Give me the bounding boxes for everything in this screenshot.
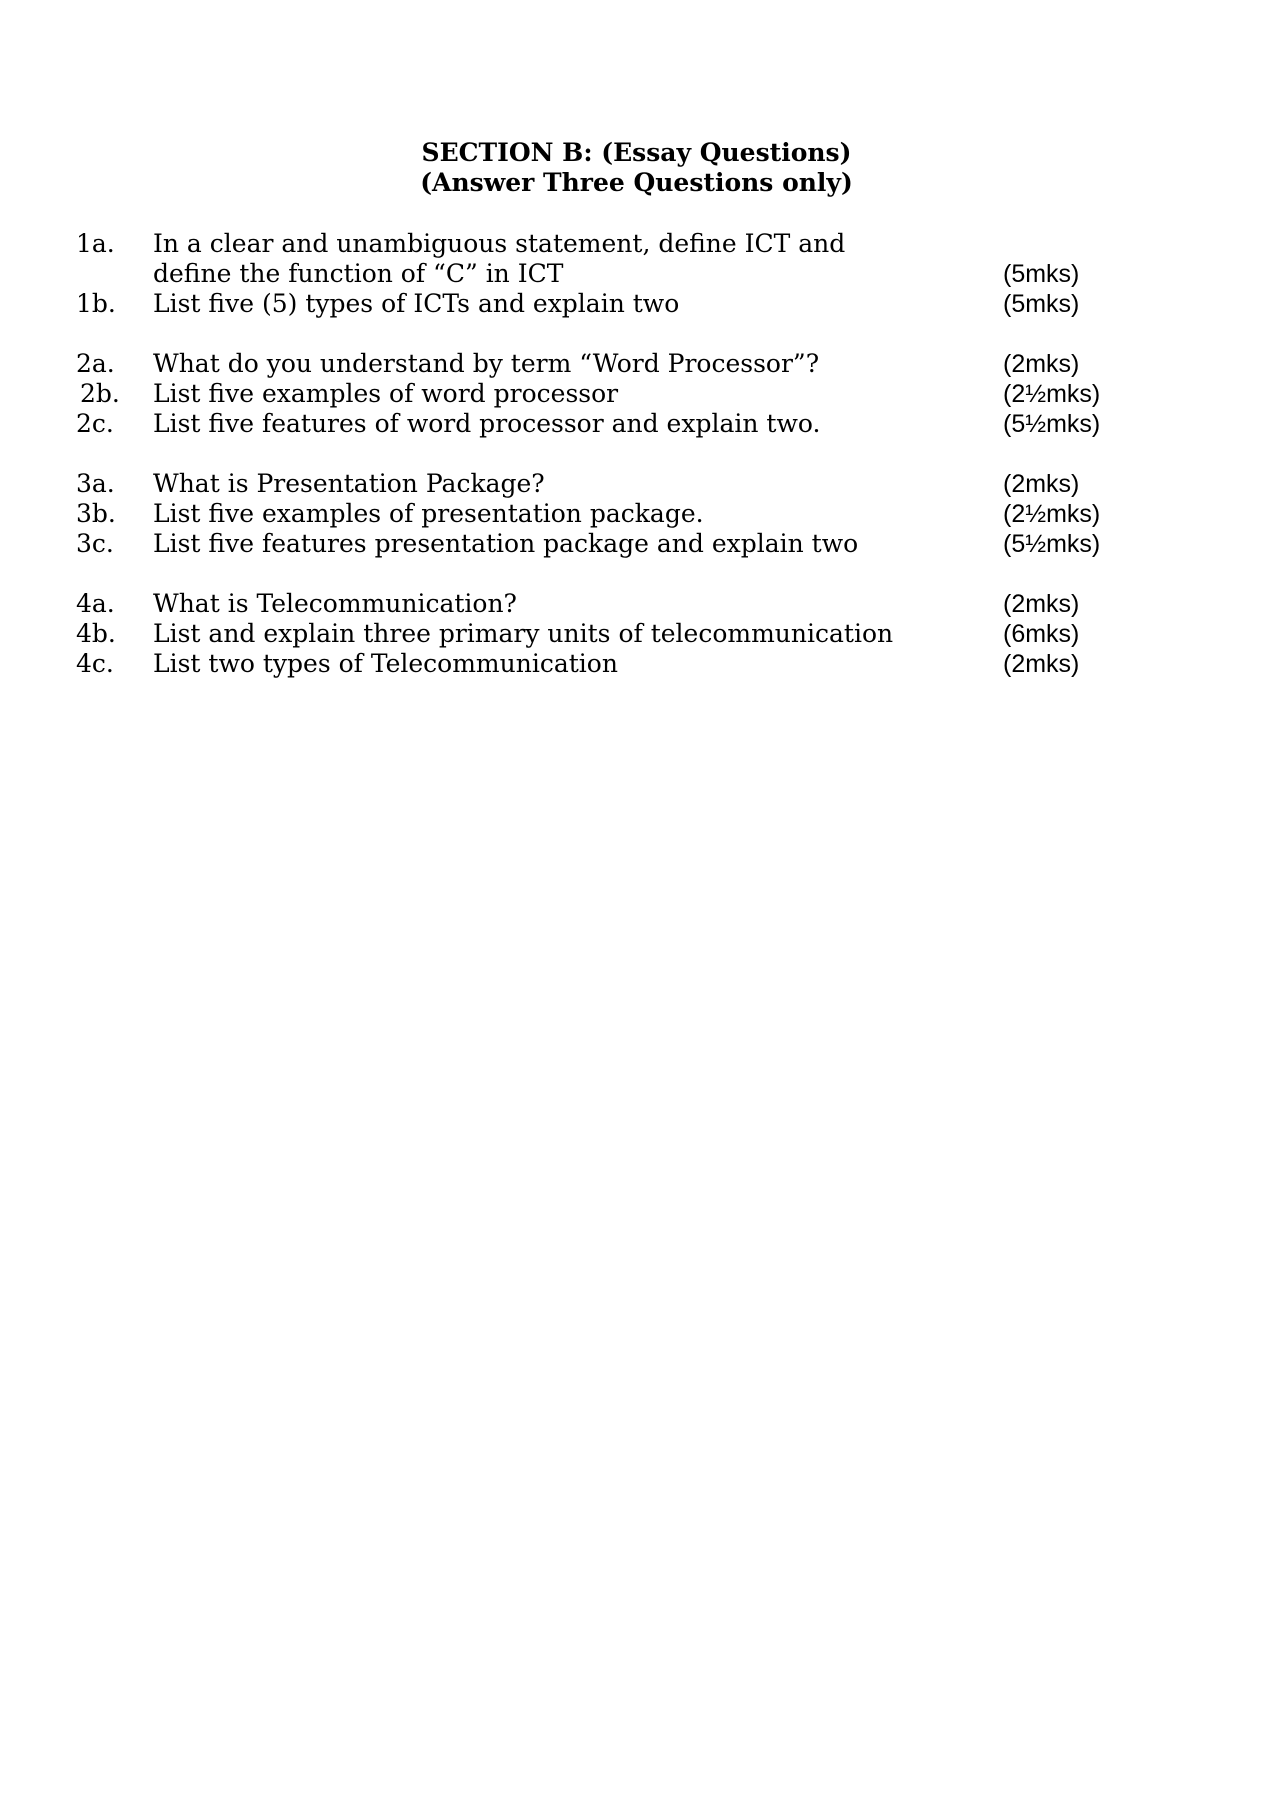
question-text: List five features presentation package and explain two — [153, 529, 859, 558]
question-row-4b — [0, 619, 1273, 649]
question-row-3c — [0, 529, 1273, 559]
question-number: 3c. — [76, 529, 114, 558]
section-instruction: (Answer Three Questions only) — [420, 168, 853, 197]
question-text: What is Presentation Package? — [153, 469, 545, 498]
question-marks: (2mks) — [1003, 650, 1080, 678]
question-marks: (2mks) — [1003, 470, 1080, 498]
question-row-3a — [0, 469, 1273, 499]
question-marks: (2½mks) — [1003, 500, 1101, 528]
section-title: SECTION B: (Essay Questions) — [421, 138, 852, 167]
question-number: 4a. — [76, 589, 115, 618]
question-marks: (2½mks) — [1003, 380, 1101, 408]
question-row-2b — [0, 379, 1273, 409]
question-row-2a — [0, 349, 1273, 379]
question-row-2c — [0, 409, 1273, 439]
question-number: 3a. — [76, 469, 115, 498]
question-marks: (5mks) — [1003, 290, 1080, 318]
question-marks: (2mks) — [1003, 590, 1080, 618]
question-number: 2c. — [76, 409, 114, 438]
question-number: 2a. — [76, 349, 115, 378]
question-row-3b — [0, 499, 1273, 529]
question-number: 4c. — [76, 649, 114, 678]
question-number: 3b. — [76, 499, 116, 528]
question-row-1b — [0, 289, 1273, 319]
question-text: List five examples of presentation package. — [153, 499, 704, 528]
question-row-4c — [0, 649, 1273, 679]
question-text: What do you understand by term “Word Processor”? — [153, 349, 820, 378]
question-marks: (5mks) — [1003, 260, 1080, 288]
question-text: define the function of “C” in ICT — [153, 259, 564, 288]
question-number: 1a. — [76, 229, 115, 258]
question-text: List two types of Telecommunication — [153, 649, 618, 678]
question-marks: (2mks) — [1003, 350, 1080, 378]
question-number: 2b. — [80, 379, 120, 408]
question-number: 1b. — [76, 289, 116, 318]
question-marks: (5½mks) — [1003, 530, 1101, 558]
question-row-1a-cont — [0, 259, 1273, 289]
question-text: List and explain three primary units of telecommunication — [153, 619, 894, 648]
question-text: In a clear and unambiguous statement, define ICT and — [153, 229, 846, 258]
question-row-1a — [0, 229, 1273, 259]
question-marks: (6mks) — [1003, 620, 1080, 648]
question-number: 4b. — [76, 619, 116, 648]
question-text: List five (5) types of ICTs and explain two — [153, 289, 680, 318]
question-text: List five examples of word processor — [153, 379, 619, 408]
question-text: List five features of word processor and explain two. — [153, 409, 821, 438]
question-marks: (5½mks) — [1003, 410, 1101, 438]
question-row-4a — [0, 589, 1273, 619]
question-text: What is Telecommunication? — [153, 589, 517, 618]
